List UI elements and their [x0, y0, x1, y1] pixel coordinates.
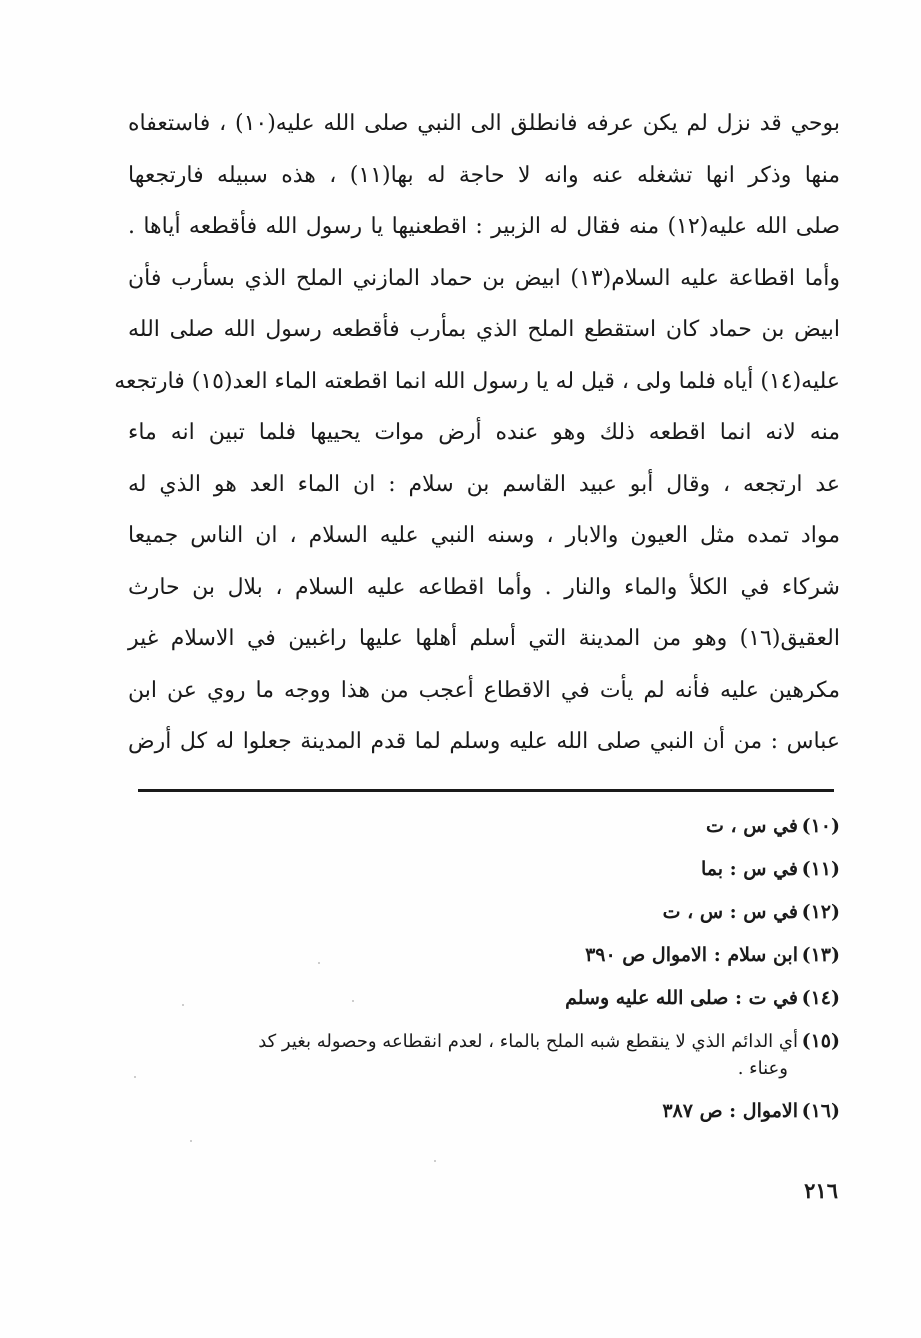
body-line: مواد تمده مثل العيون والابار ، وسنه النبي عليه السلام ، ان الناس جميعا	[128, 523, 840, 548]
footnote-item	[128, 1097, 840, 1125]
footnote-continuation: وعناء .	[737, 1058, 788, 1079]
footnote-item	[128, 1027, 840, 1082]
footnote-number: (١٤)	[801, 987, 840, 1009]
footnote-text: في س : بما	[700, 858, 798, 880]
body-line: العقيق(١٦) وهو من المدينة التي أسلم أهلها عليها راغبين في الاسلام غير	[128, 626, 840, 651]
footnote-item	[128, 898, 840, 926]
footnote-text: في س ، ت	[706, 815, 798, 837]
body-line: منه لانه انما اقطعه ذلك وهو عنده أرض موات يحييها فلما تبين انه ماء	[128, 420, 840, 445]
scan-speck	[318, 962, 320, 964]
footnote-item	[128, 812, 840, 840]
footnote-text: الاموال : ص ٣٨٧	[662, 1100, 798, 1122]
footnote-number: (١٦)	[801, 1100, 840, 1122]
body-line: عليه(١٤) أياه فلما ولى ، قيل له يا رسول الله انما اقطعته الماء العد(١٥) فارتجعه	[114, 368, 840, 394]
body-line: عد ارتجعه ، وقال أبو عبيد القاسم بن سلام : ان الماء العد هو الذي له	[128, 471, 840, 497]
page-number: ٢١٦	[804, 1178, 838, 1203]
body-line: بوحي قد نزل لم يكن عرفه فانطلق الى النبي صلى الله عليه(١٠) ، فاستعفاه	[128, 111, 841, 136]
footnote-number: (١٢)	[801, 901, 840, 923]
body-line: منها وذكر انها تشغله عنه وانه لا حاجة له بها(١١) ، هذه سبيله فارتجعها	[128, 162, 840, 188]
footnote-item	[128, 984, 840, 1012]
scan-speck	[182, 1004, 184, 1006]
body-line: ابيض بن حماد كان استقطع الملح الذي بمأرب فأقطعه رسول الله صلى الله	[128, 317, 840, 342]
footnote-text: في س : س ، ت	[662, 901, 798, 923]
body-line: مكرهين عليه فأنه لم يأت في الاقطاع أعجب من هذا ووجه ما روي عن ابن	[128, 677, 840, 703]
footnote-separator-rule	[138, 789, 834, 792]
footnote-item	[128, 855, 840, 883]
footnote-item	[128, 941, 840, 969]
body-line: وأما اقطاعة عليه السلام(١٣) ابيض بن حماد المازني الملح الذي بسأرب فأن	[128, 265, 840, 291]
scan-speck	[190, 1140, 192, 1142]
footnote-number: (١٠)	[801, 815, 840, 837]
body-text	[114, 98, 841, 768]
footnote-number: (١٣)	[801, 944, 840, 966]
body-line: عباس : من أن النبي صلى الله عليه وسلم لما قدم المدينة جعلوا له كل أرض	[128, 729, 840, 754]
body-line: صلى الله عليه(١٢) منه فقال له الزبير : اقطعنيها يا رسول الله فأقطعه أياها .	[128, 214, 841, 239]
scan-speck	[352, 1000, 354, 1002]
scan-speck	[134, 1076, 136, 1078]
body-line: شركاء في الكلأ والماء والنار . وأما اقطاعه عليه السلام ، بلال بن حارث	[128, 574, 840, 600]
footnote-text: ابن سلام : الاموال ص ٣٩٠	[585, 944, 798, 966]
scan-speck	[434, 1160, 436, 1162]
footnote-text: أي الدائم الذي لا ينقطع شبه الملح بالماء ، لعدم انقطاعه وحصوله بغير كد	[258, 1031, 798, 1052]
footnotes	[128, 812, 840, 1140]
footnote-number: (١١)	[801, 858, 840, 880]
footnote-number: (١٥)	[801, 1030, 840, 1052]
footnote-text: في ت : صلى الله عليه وسلم	[565, 987, 798, 1009]
